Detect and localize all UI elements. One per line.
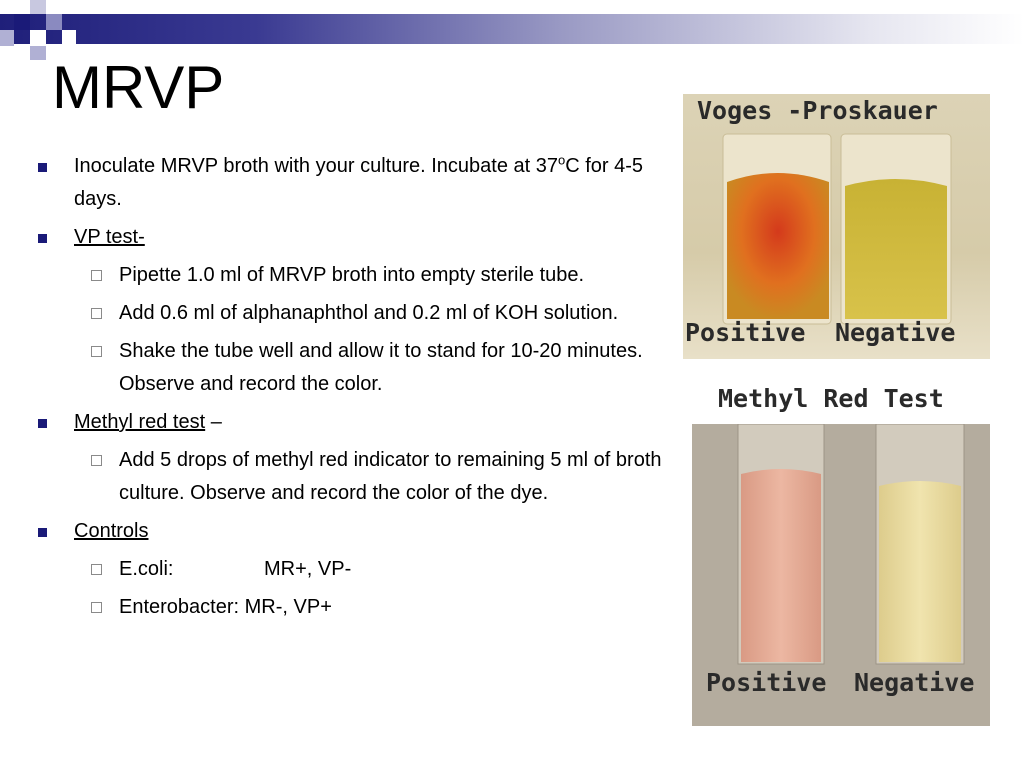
list-item — [36, 150, 666, 216]
vp-positive-label: Positive — [685, 318, 806, 347]
mr-positive-liquid — [741, 469, 821, 662]
list-item — [36, 591, 666, 624]
mr-caption: Methyl Red Test — [718, 384, 944, 413]
header-square — [46, 14, 62, 30]
list-item — [36, 444, 666, 510]
control-organism: E.coli: — [119, 558, 174, 580]
bullet-text: Add 5 drops of methyl red indicator to remaining 5 ml of broth culture. Observe and record the color of the dye. — [119, 449, 662, 504]
square-bullet-icon — [38, 528, 47, 537]
header-square — [0, 0, 14, 14]
header-square — [46, 0, 62, 14]
header-bar — [0, 14, 1024, 44]
header-square — [30, 46, 46, 60]
vp-test-photo — [683, 94, 990, 359]
bullet-list — [36, 150, 666, 629]
mr-positive-label: Positive — [706, 668, 827, 697]
hollow-square-bullet-icon — [91, 602, 102, 613]
header-square — [0, 30, 14, 46]
list-item — [36, 515, 666, 548]
list-item — [36, 221, 666, 254]
hollow-square-bullet-icon — [91, 564, 102, 575]
mr-negative-liquid — [879, 481, 961, 662]
bullet-text-tail: C for 4-5 days. — [74, 155, 644, 210]
mr-negative-label: Negative — [854, 668, 975, 697]
bullet-text: Add 0.6 ml of alphanaphthol and 0.2 ml of KOH solution. — [119, 302, 619, 324]
slide-title: MRVP — [52, 54, 225, 121]
hollow-square-bullet-icon — [91, 346, 102, 357]
mr-caption-box — [692, 378, 990, 424]
list-item — [36, 335, 666, 401]
controls-heading: Controls — [74, 520, 149, 542]
control-result: MR-, VP+ — [239, 596, 332, 618]
hollow-square-bullet-icon — [91, 270, 102, 281]
vp-test-heading: VP test- — [74, 226, 145, 248]
vp-positive-liquid — [727, 173, 829, 319]
list-item — [36, 297, 666, 330]
methyl-red-photo — [692, 424, 990, 726]
square-bullet-icon — [38, 234, 47, 243]
header-square — [14, 14, 30, 30]
list-item — [36, 553, 666, 586]
bullet-text: Inoculate MRVP broth with your culture. Incubate at 37 — [74, 155, 558, 177]
bullet-text-tail: – — [205, 411, 222, 433]
control-organism: Enterobacter: — [119, 596, 240, 618]
hollow-square-bullet-icon — [91, 308, 102, 319]
list-item — [36, 259, 666, 292]
control-result: MR+, VP- — [264, 558, 352, 580]
bullet-text: Pipette 1.0 ml of MRVP broth into empty sterile tube. — [119, 264, 585, 286]
square-bullet-icon — [38, 163, 47, 172]
vp-negative-liquid — [845, 179, 947, 319]
header-square — [62, 30, 76, 44]
hollow-square-bullet-icon — [91, 455, 102, 466]
degree-superscript: o — [557, 152, 566, 168]
list-item — [36, 406, 666, 439]
vp-caption: Voges -Proskauer — [697, 96, 938, 125]
header-square — [30, 30, 46, 46]
header-square — [30, 0, 46, 14]
vp-negative-label: Negative — [835, 318, 956, 347]
methyl-red-heading: Methyl red test — [74, 411, 206, 433]
bullet-text: Shake the tube well and allow it to stand for 10-20 minutes. Observe and record the color. — [119, 340, 643, 395]
square-bullet-icon — [38, 419, 47, 428]
